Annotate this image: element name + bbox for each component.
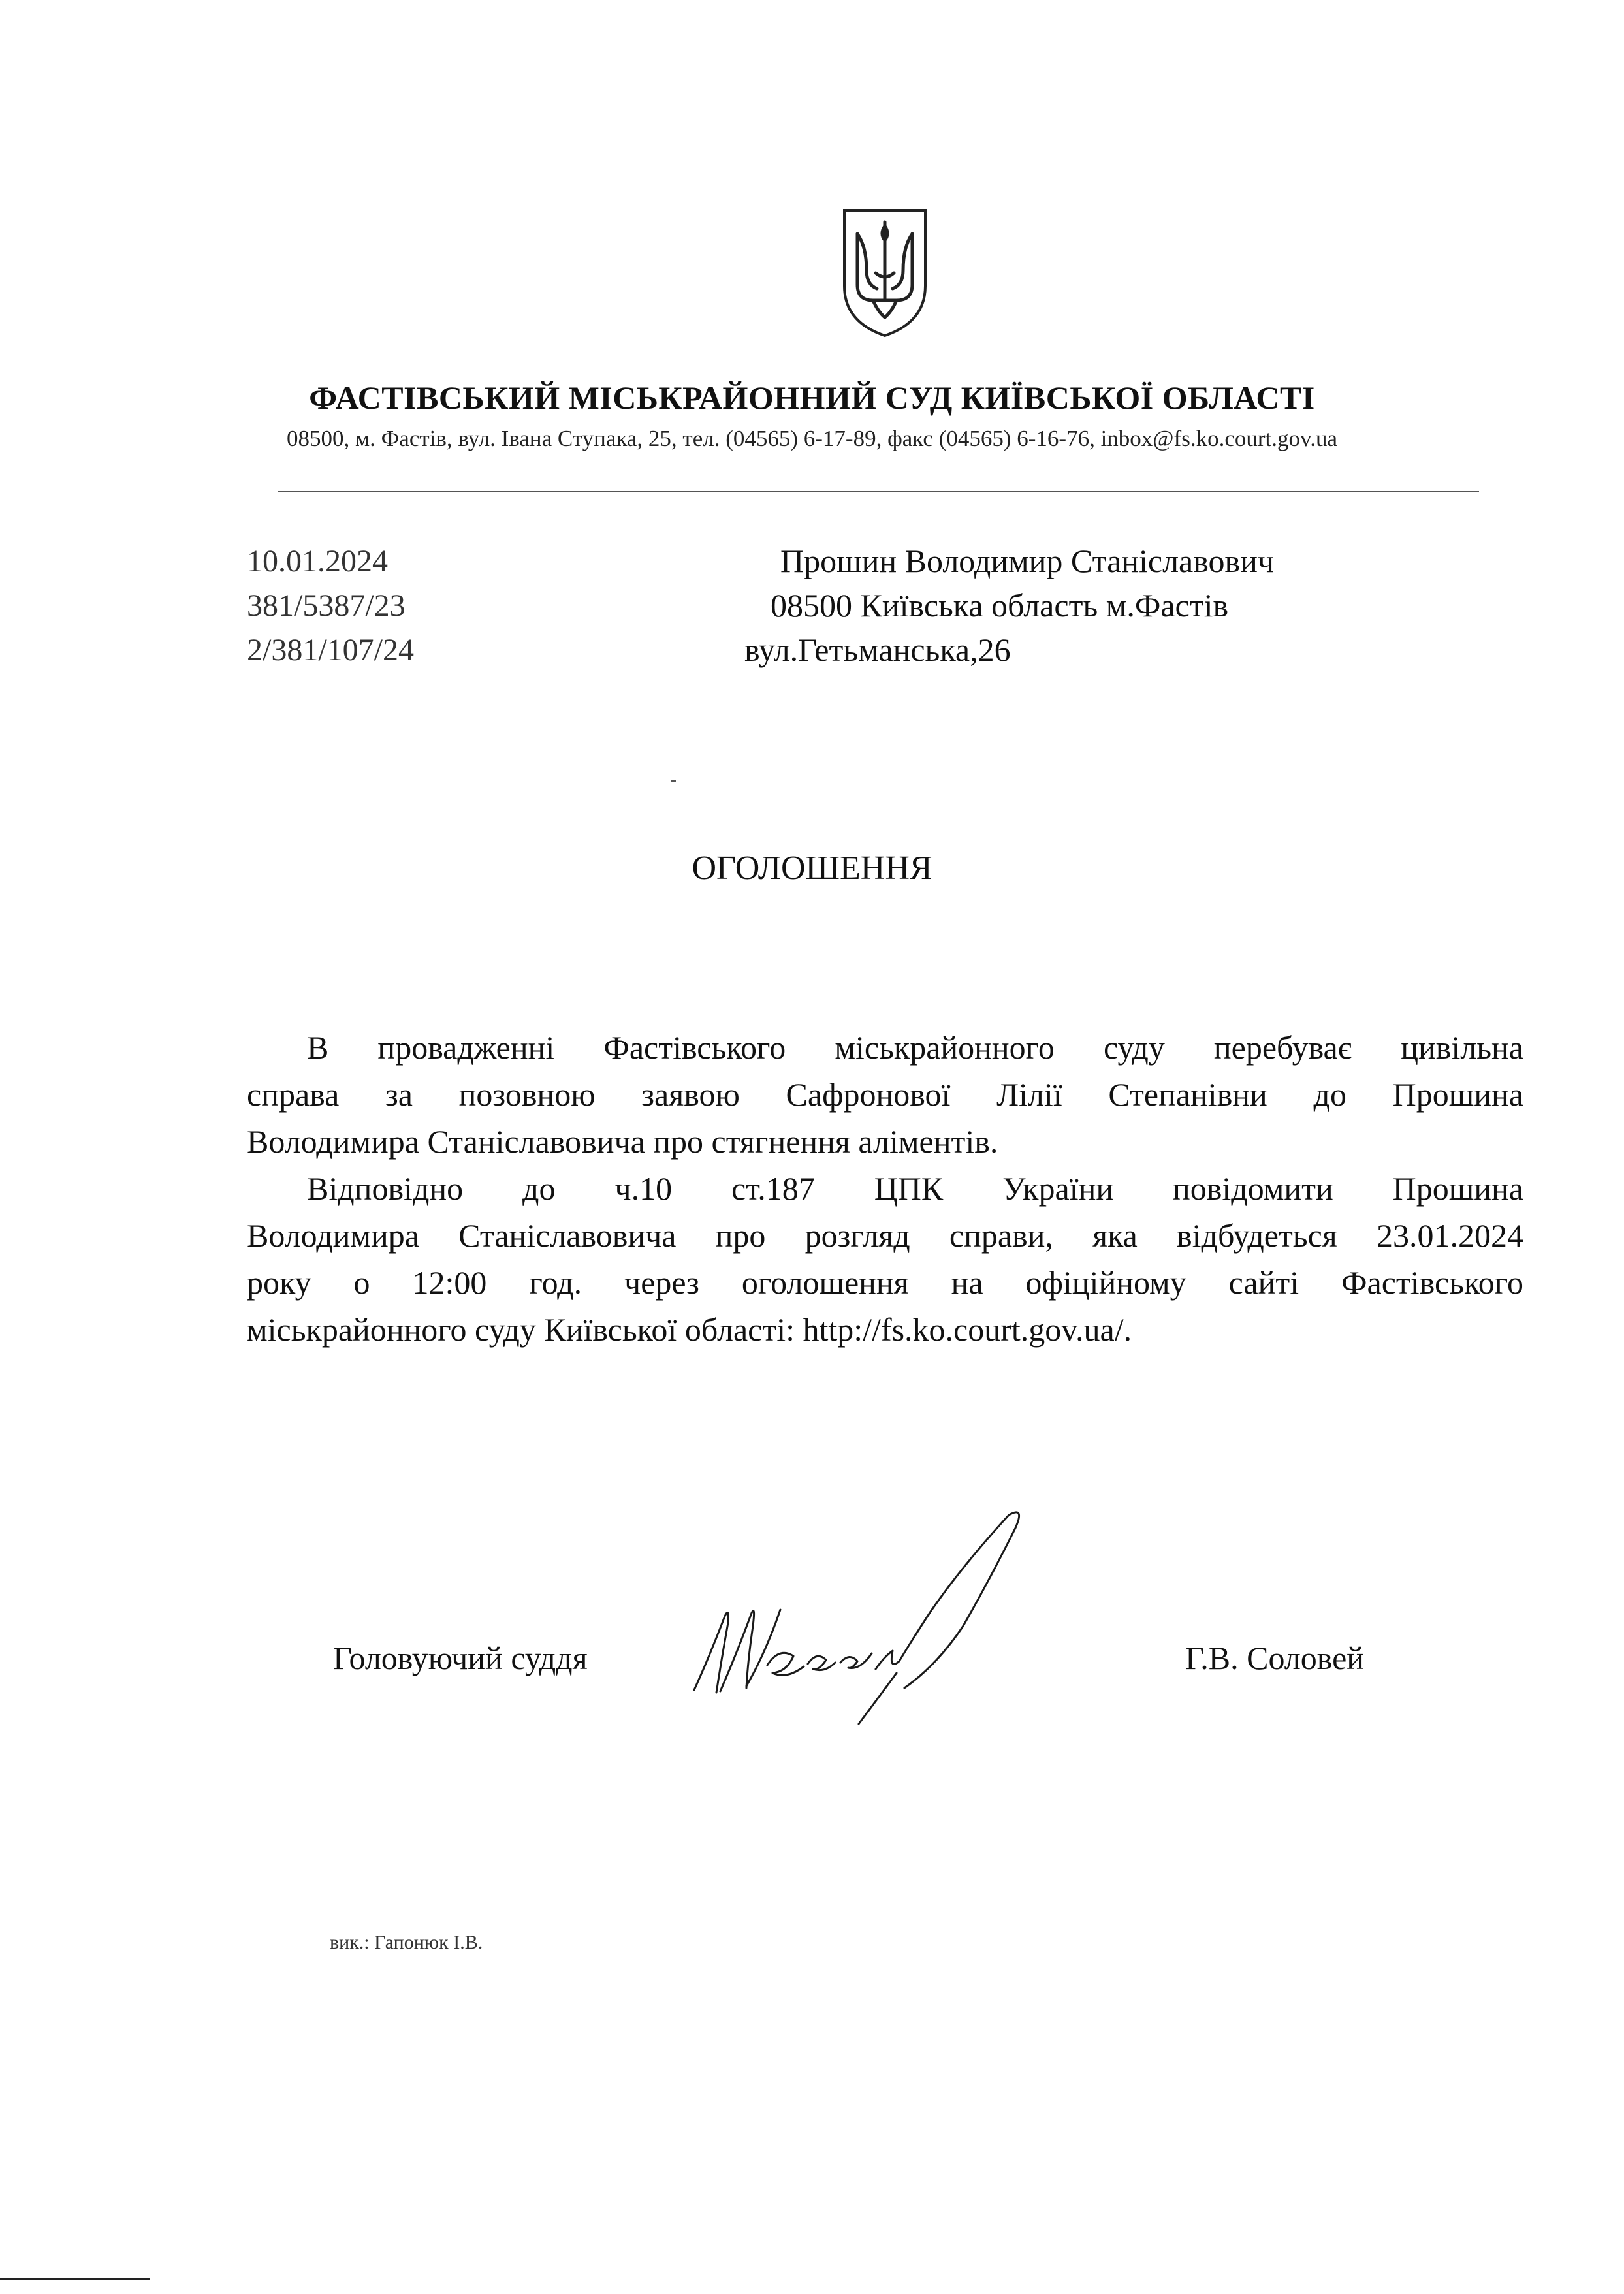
paragraph-1-line: В провадженні Фастівського міськрайонного суду перебуває цивільна <box>307 1029 1523 1066</box>
scan-speck <box>671 780 676 782</box>
court-title: ФАСТІВСЬКИЙ МІСЬКРАЙОННИЙ СУД КИЇВСЬКОЇ ОБЛАСТІ <box>309 379 1315 416</box>
document-date: 10.01.2024 <box>247 544 388 579</box>
judge-name: Г.В. Соловей <box>1185 1640 1365 1676</box>
addressee-name: Прошин Володимир Станіславович <box>780 543 1275 579</box>
paragraph-1-line: Володимира Станіславовича про стягнення аліментів. <box>247 1123 998 1160</box>
addressee-street: вул.Гетьманська,26 <box>744 631 1011 668</box>
paragraph-2-line: Відповідно до ч.10 ст.187 ЦПК України повідомити Прошина <box>307 1170 1523 1207</box>
judge-title: Головуючий суддя <box>333 1640 588 1676</box>
notice-heading: ОГОЛОШЕННЯ <box>692 850 932 887</box>
paragraph-2-line: року о 12:00 год. через оголошення на офіційному сайті Фастівського <box>247 1264 1523 1301</box>
outgoing-number: 2/381/107/24 <box>247 633 415 667</box>
court-address: 08500, м. Фастів, вул. Івана Ступака, 25, тел. (04565) 6-17-89, факс (04565) 6-16-76, inbox@fs.ko.court.gov.ua <box>286 426 1337 451</box>
executor-note: вик.: Гапонюк І.В. <box>330 1932 483 1953</box>
paragraph-2-line: міськрайонного суду Київської області: http://fs.ko.court.gov.ua/. <box>247 1311 1132 1348</box>
footer-rule <box>0 2278 150 2280</box>
addressee-city: 08500 Київська область м.Фастів <box>771 587 1229 624</box>
trident-coat-of-arms-icon <box>839 208 931 338</box>
case-number: 381/5387/23 <box>247 588 406 623</box>
paragraph-2-line: Володимира Станіславовича про розгляд справи, яка відбудеться 23.01.2024 <box>247 1217 1523 1254</box>
header-divider <box>278 491 1479 492</box>
handwritten-signature <box>689 1502 1055 1737</box>
paragraph-1-line: справа за позовною заявою Сафронової Лілії Степанівни до Прошина <box>247 1076 1523 1113</box>
